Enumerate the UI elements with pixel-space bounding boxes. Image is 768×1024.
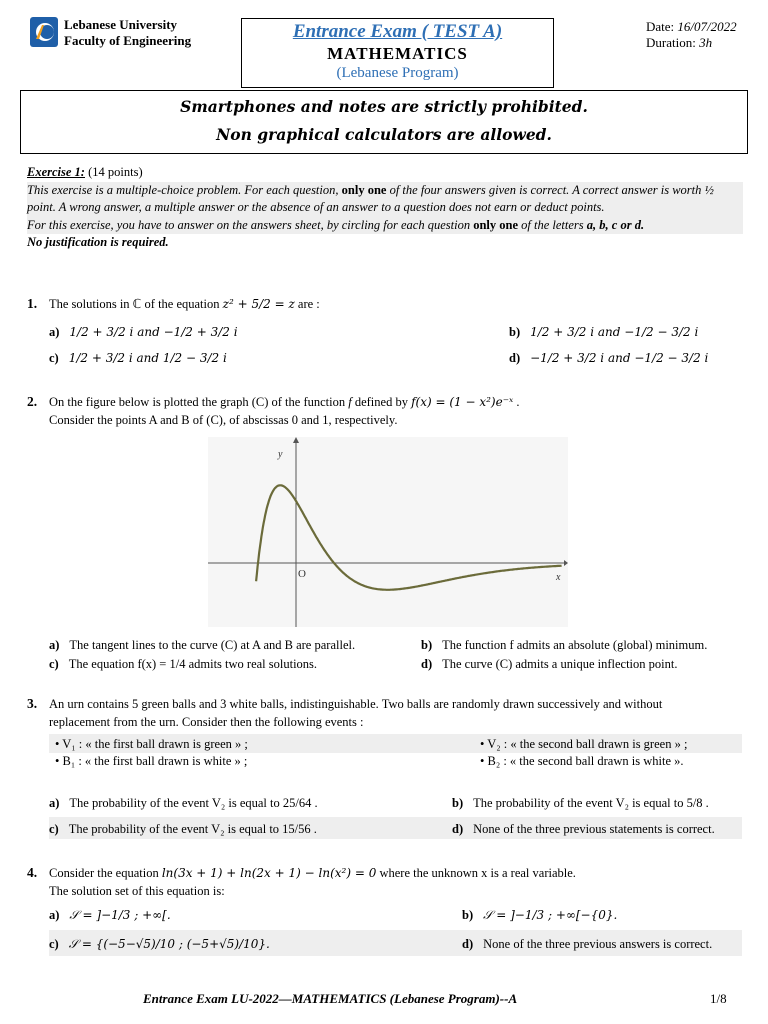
- q2-option-d[interactable]: d) The curve (C) admits a unique inflection point.: [421, 657, 678, 671]
- exercise-intro: [27, 164, 743, 252]
- q2-line-1: On the figure below is plotted the graph (C) of the function f defined by f(x) = (1 − x²)e⁻ˣ .: [49, 395, 520, 409]
- q4-option-a[interactable]: a) 𝒮 = ]−1/3 ; +∞[.: [49, 908, 171, 922]
- question-1: [27, 295, 743, 375]
- date-value: 16/07/2022: [677, 19, 737, 34]
- footer-title: Entrance Exam LU-2022—MATHEMATICS (Lebanese Program)--A: [143, 991, 518, 1006]
- q3-option-b[interactable]: b) The probability of the event V₂ is equal to 5/8 .: [452, 796, 709, 810]
- no-justification: No justification is required.: [27, 235, 169, 249]
- function-graph: [208, 437, 568, 627]
- graph-y-arrow: [293, 437, 299, 443]
- exam-program: (Lebanese Program): [336, 65, 459, 81]
- university-name-block: [64, 17, 191, 49]
- warning-box: [20, 90, 748, 154]
- q3-option-c[interactable]: c) The probability of the event V₂ is equal to 15/56 .: [49, 822, 317, 836]
- q3-number: 3.: [27, 696, 38, 711]
- exam-title-box: [241, 18, 554, 88]
- q4-option-c[interactable]: c) 𝒮 = {(−5−√5)/10 ; (−5+√5)/10}.: [49, 937, 270, 951]
- q2-option-a[interactable]: a) The tangent lines to the curve (C) at A and B are parallel.: [49, 638, 356, 652]
- q3-option-d[interactable]: d) None of the three previous statements is correct.: [452, 822, 715, 836]
- q3-option-a[interactable]: a) The probability of the event V₂ is equal to 25/64 .: [49, 796, 318, 810]
- exercise-description: This exercise is a multiple-choice problem. For each question, only one of the four answers given is correct. A correct answer is worth ½ point. A wrong answer, a multiple answer or the absence of an answer to a question does not earn or deduct points.: [27, 182, 743, 217]
- q1-option-a[interactable]: a) 1/2 + 3/2 i and −1/2 + 3/2 i: [49, 325, 238, 339]
- q1-option-d[interactable]: d) −1/2 + 3/2 i and −1/2 − 3/2 i: [509, 351, 709, 365]
- university-name: Lebanese University: [64, 17, 178, 32]
- q2-options: [27, 638, 743, 678]
- question-4: [27, 864, 743, 904]
- graph-x-label: x: [556, 572, 561, 583]
- exercise-title: Exercise 1:: [27, 165, 85, 179]
- exam-title: Entrance Exam ( TEST A): [292, 21, 503, 42]
- q3-event-v1: • V₁ : « the first ball drawn is green » ;: [55, 737, 248, 751]
- q2-option-b[interactable]: b) The function f admits an absolute (global) minimum.: [421, 638, 708, 652]
- q2-line-2: Consider the points A and B of (C), of abscissas 0 and 1, respectively.: [49, 413, 398, 427]
- page-number: 1/8: [710, 991, 727, 1006]
- graph-x-arrow: [564, 560, 568, 566]
- warning-line-1: Smartphones and notes are strictly prohibited.: [180, 97, 588, 116]
- q1-option-c[interactable]: c) 1/2 + 3/2 i and 1/2 − 3/2 i: [49, 351, 227, 365]
- warning-line-2: Non graphical calculators are allowed.: [216, 125, 552, 144]
- duration-value: 3h: [699, 35, 713, 50]
- q4-option-b[interactable]: b) 𝒮 = ]−1/3 ; +∞[−{0}.: [462, 908, 618, 922]
- faculty-name: Faculty of Engineering: [64, 33, 192, 48]
- q3-event-v2: • V₂ : « the second ball drawn is green » ;: [480, 737, 688, 751]
- q3-line-2: replacement from the urn. Consider then the following events :: [49, 715, 364, 729]
- q3-line-1: An urn contains 5 green balls and 3 white balls, indistinguishable. Two balls are randomly drawn successively and without: [49, 697, 663, 711]
- q4-line-1: Consider the equation ln(3x + 1) + ln(2x + 1) − ln(x²) = 0 where the unknown x is a real variable.: [49, 866, 576, 880]
- q2-number: 2.: [27, 394, 38, 409]
- exam-subject: MATHEMATICS: [327, 44, 468, 63]
- q4-number: 4.: [27, 865, 38, 880]
- exercise-points: (14 points): [88, 165, 143, 179]
- question-2: [27, 393, 743, 433]
- date-duration-block: [646, 19, 737, 51]
- q1-number: 1.: [27, 296, 38, 311]
- duration-label: Duration:: [646, 35, 696, 50]
- exercise-instruction: For this exercise, you have to answer on the answers sheet, by circling for each question only one of the letters a, b, c or d.: [27, 217, 743, 235]
- question-3: [27, 695, 743, 735]
- graph-origin-label: O: [298, 568, 306, 580]
- date-label: Date:: [646, 19, 675, 34]
- q3-event-b1: • B₁ : « the first ball drawn is white » ;: [55, 754, 248, 768]
- university-logo: [30, 17, 58, 47]
- graph-y-label: y: [278, 449, 283, 460]
- q1-option-b[interactable]: b) 1/2 + 3/2 i and −1/2 − 3/2 i: [509, 325, 699, 339]
- q4-line-2: The solution set of this equation is:: [49, 884, 225, 898]
- q2-option-c[interactable]: c) The equation f(x) = 1/4 admits two real solutions.: [49, 657, 318, 671]
- q4-option-d[interactable]: d) None of the three previous answers is correct.: [462, 937, 713, 951]
- q1-text: The solutions in ℂ of the equation z² + 5/2 = z are :: [49, 297, 320, 311]
- q3-event-b2: • B₂ : « the second ball drawn is white ».: [480, 754, 684, 768]
